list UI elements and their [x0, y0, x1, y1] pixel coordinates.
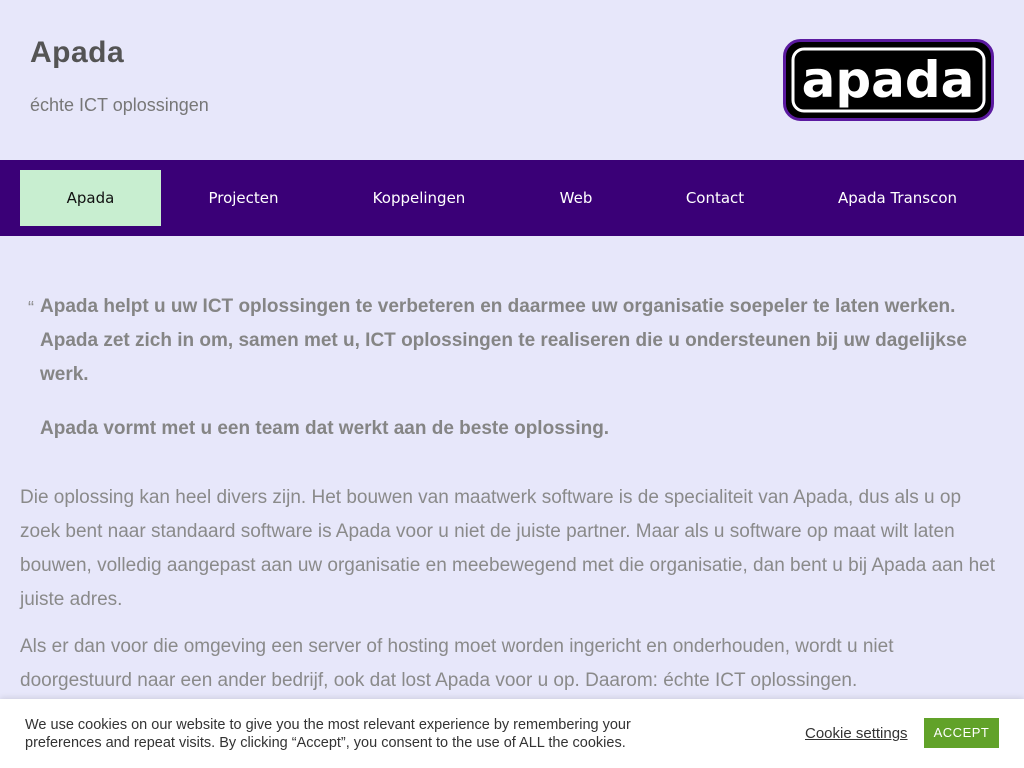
logo-text: apada: [801, 51, 975, 109]
nav-item-web[interactable]: Web: [559, 189, 593, 207]
site-title[interactable]: Apada: [30, 36, 125, 69]
cookie-message: We use cookies on our website to give you the most relevant experience by remembering your preferences and repeat visits. By clicking “Accept”, you consent to the use of ALL the cookies.: [25, 717, 631, 751]
nav-item-koppelingen[interactable]: Koppelingen: [372, 189, 466, 207]
nav-item-apada[interactable]: Apada: [20, 170, 161, 226]
quote-paragraph-1: Apada helpt u uw ICT oplossingen te verbeteren en daarmee uw organisatie soepeler te laten werken. Apada zet zich in om, samen met u, ICT oplossingen te realiseren die u ondersteunen bij uw dagelijkse werk.: [40, 296, 967, 385]
site-header: [0, 0, 1024, 160]
quote-paragraph-2: Apada vormt met u een team dat werkt aan de beste oplossing.: [40, 418, 610, 439]
nav-item-apada-transcon[interactable]: Apada Transcon: [837, 189, 958, 207]
content-paragraph-1: Die oplossing kan heel divers zijn. Het bouwen van maatwerk software is de specialiteit van Apada, dus als u op zoek bent naar standaard software is Apada voor u niet de juiste partner. Maar als u software op maat wilt laten bouwen, volledig aangepast aan uw organisatie en meebewegend met die organisatie, dan bent u bij Apada aan het juiste adres.: [20, 487, 995, 610]
main-nav: [0, 160, 1024, 236]
nav-item-contact[interactable]: Contact: [685, 189, 745, 207]
cookie-settings-link[interactable]: Cookie settings: [805, 725, 908, 742]
content-paragraph-2: Als er dan voor die omgeving een server of hosting moet worden ingericht en onderhouden, wordt u niet doorgestuurd naar een ander bedrijf, ook dat lost Apada voor u op. Daarom: échte ICT oplossingen.: [20, 636, 894, 691]
main-content: [20, 481, 1000, 698]
apada-logo[interactable]: [783, 39, 994, 121]
site-tagline: échte ICT oplossingen: [30, 95, 209, 115]
cookie-consent-bar: [0, 699, 1024, 768]
nav-item-projecten[interactable]: Projecten: [208, 189, 279, 207]
accept-cookies-button[interactable]: ACCEPT: [924, 718, 999, 748]
quote-mark: “: [28, 298, 34, 318]
intro-quote: [40, 290, 1000, 446]
